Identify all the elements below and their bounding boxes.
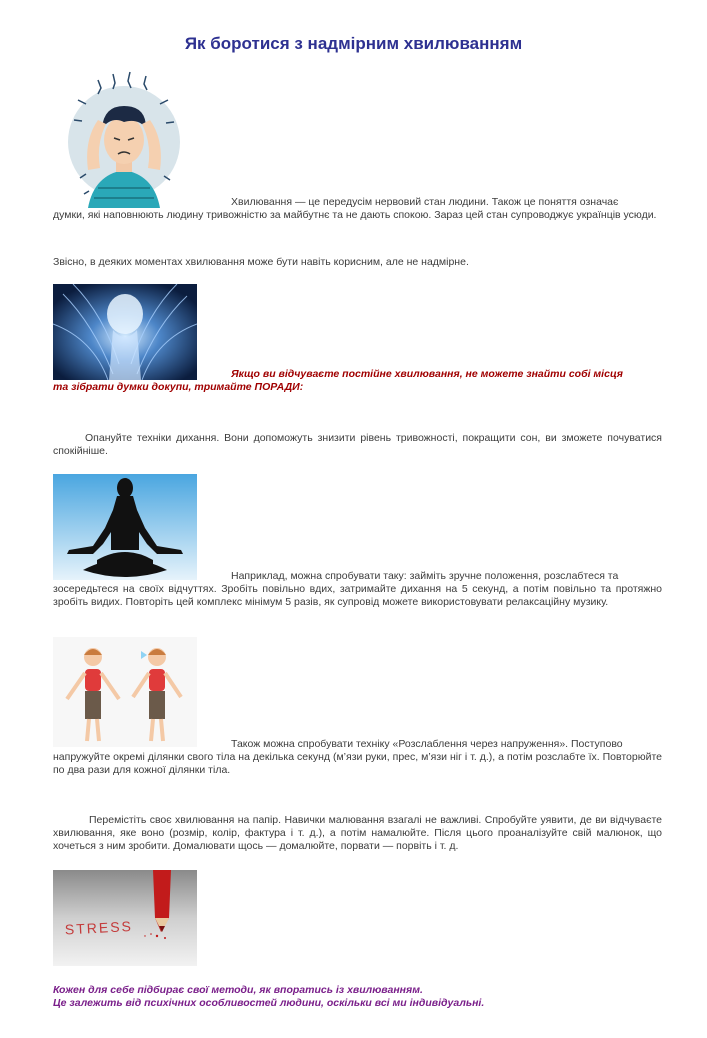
tension-technique-rest: напружуйте окремі ділянки свого тіла на декілька секунд (м’язи руки, прес, м’язи ніг і т. д.), а потім розслабте їх. Повторюйте по два рази для кожної ділянки тіла. [53, 751, 662, 776]
breathing-example-rest: зосередьтеся на своїх відчуттях. Зробіть повільно вдих, затримайте дихання на 5 секунд, а потім повільно та протяжно зробіть видих. Повторіть цей комплекс мінімум 5 разів, як супровід можете використовувати релаксаційну музику. [53, 583, 662, 608]
page-title: Як боротися з надмірним хвилюванням [184, 34, 523, 53]
tips-header-first-line: Якщо ви відчуваєте постійне хвилювання, не можете знайти собі місця [231, 368, 623, 380]
paragraph-useful: Звісно, в деяких моментах хвилювання може бути навіть корисним, але не надмірне. [53, 256, 469, 268]
meditation-silhouette-image [53, 474, 197, 580]
closing-line-2: Це залежить від психічних особливостей людини, оскільки всі ми індивідуальні. [53, 996, 485, 1009]
paragraph-breathing: Опануйте техніки дихання. Вони допоможуть знизити рівень тривожності, покращити сон, ви зможете почуватися спокійніше. [53, 432, 662, 457]
breathing-example-first-line: Наприклад, можна спробувати таку: займіть зручне положення, розслабтеся та [231, 570, 619, 582]
paragraph-breathing-example [53, 570, 662, 609]
tension-relaxation-illustration [53, 637, 197, 747]
paragraph-intro-first-line: Хвилювання — це передусім нервовий стан людини. Також це поняття означає [231, 196, 619, 208]
closing-text [53, 984, 662, 1009]
pencil-stress-image [53, 870, 197, 966]
tension-technique-first-line: Також можна спробувати техніку «Розслаблення через напруження». Поступово [231, 738, 623, 750]
paragraph-tips-header [53, 368, 662, 394]
closing-line-1: Кожен для себе підбирає свої методи, як впоратись із хвилюванням. [53, 984, 423, 996]
stress-word: STRESS [64, 917, 134, 938]
tips-header-rest: та зібрати думки докупи, тримайте ПОРАДИ: [53, 381, 304, 393]
paragraph-intro [53, 196, 662, 222]
blue-head-image [53, 284, 197, 380]
paragraph-tension-technique [53, 738, 662, 777]
paragraph-intro-rest: думки, які наповнюють людину тривожністю за майбутнє та не дають спокою. Зараз цей стан супроводжує українців усюди. [53, 209, 657, 221]
stressed-person-illustration [58, 70, 193, 208]
paragraph-drawing: Перемістіть своє хвилювання на папір. Навички малювання взагалі не важливі. Спробуйте уявити, де ви відчуваєте хвилювання, яке воно (розмір, колір, фактура і т. д.), а потім намалюйте. Після цього проаналізуйте свій малюнок, що хочеться з ним зробити. Домалювати щось — домалюйте, порвати — порвіть і т. д. [53, 814, 662, 852]
